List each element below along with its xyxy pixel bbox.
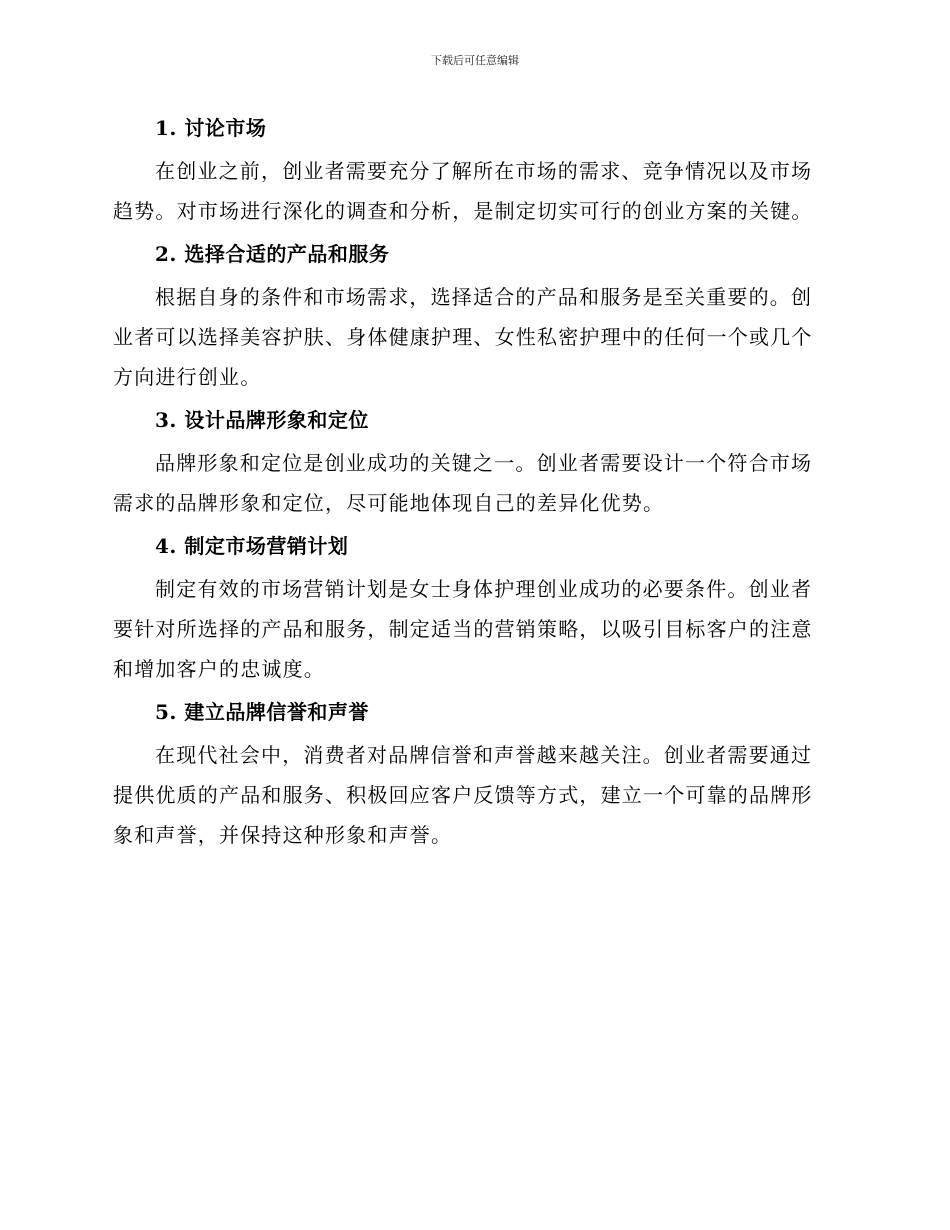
paragraph-line: 象和声誉，并保持这种形象和声誉。: [113, 823, 453, 847]
paragraph-line: 需求的品牌形象和定位，尽可能地体现自己的差异化优势。: [113, 491, 665, 515]
section-1: [113, 113, 829, 231]
document-body: [113, 113, 829, 863]
paragraph-line: 方向进行创业。: [113, 365, 262, 389]
section-heading: 2. 选择合适的产品和服务: [155, 242, 390, 266]
section-heading: 5. 建立品牌信誉和声誉: [155, 700, 369, 724]
section-paragraph: [113, 735, 829, 855]
section-paragraph: [113, 151, 829, 231]
paragraph-line: 在创业之前，创业者需要充分了解所在市场的需求、竞争情况以及市场: [155, 159, 813, 183]
paragraph-line: 制定有效的市场营销计划是女士身体护理创业成功的必要条件。创业者: [155, 577, 813, 601]
paragraph-line: 趋势。对市场进行深化的调查和分析，是制定切实可行的创业方案的关键。: [113, 199, 813, 223]
section-3: [113, 405, 829, 523]
section-heading: 3. 设计品牌形象和定位: [155, 408, 369, 432]
paragraph-line: 要针对所选择的产品和服务，制定适当的营销策略，以吸引目标客户的注意: [113, 617, 813, 641]
section-paragraph: [113, 569, 829, 689]
section-heading: 4. 制定市场营销计划: [155, 534, 349, 558]
paragraph-line: 提供优质的产品和服务、积极回应客户反馈等方式，建立一个可靠的品牌形: [113, 783, 813, 807]
page-header: 下载后可任意编辑: [431, 54, 519, 67]
section-2: [113, 239, 829, 397]
section-4: [113, 531, 829, 689]
paragraph-line: 和增加客户的忠诚度。: [113, 657, 325, 681]
section-paragraph: [113, 443, 829, 523]
paragraph-line: 业者可以选择美容护肤、身体健康护理、女性私密护理中的任何一个或几个: [113, 325, 813, 349]
section-5: [113, 697, 829, 855]
section-paragraph: [113, 277, 829, 397]
section-heading: 1. 讨论市场: [155, 116, 267, 140]
paragraph-line: 品牌形象和定位是创业成功的关键之一。创业者需要设计一个符合市场: [155, 451, 813, 475]
paragraph-line: 在现代社会中，消费者对品牌信誉和声誉越来越关注。创业者需要通过: [155, 743, 813, 767]
paragraph-line: 根据自身的条件和市场需求，选择适合的产品和服务是至关重要的。创: [155, 285, 813, 309]
